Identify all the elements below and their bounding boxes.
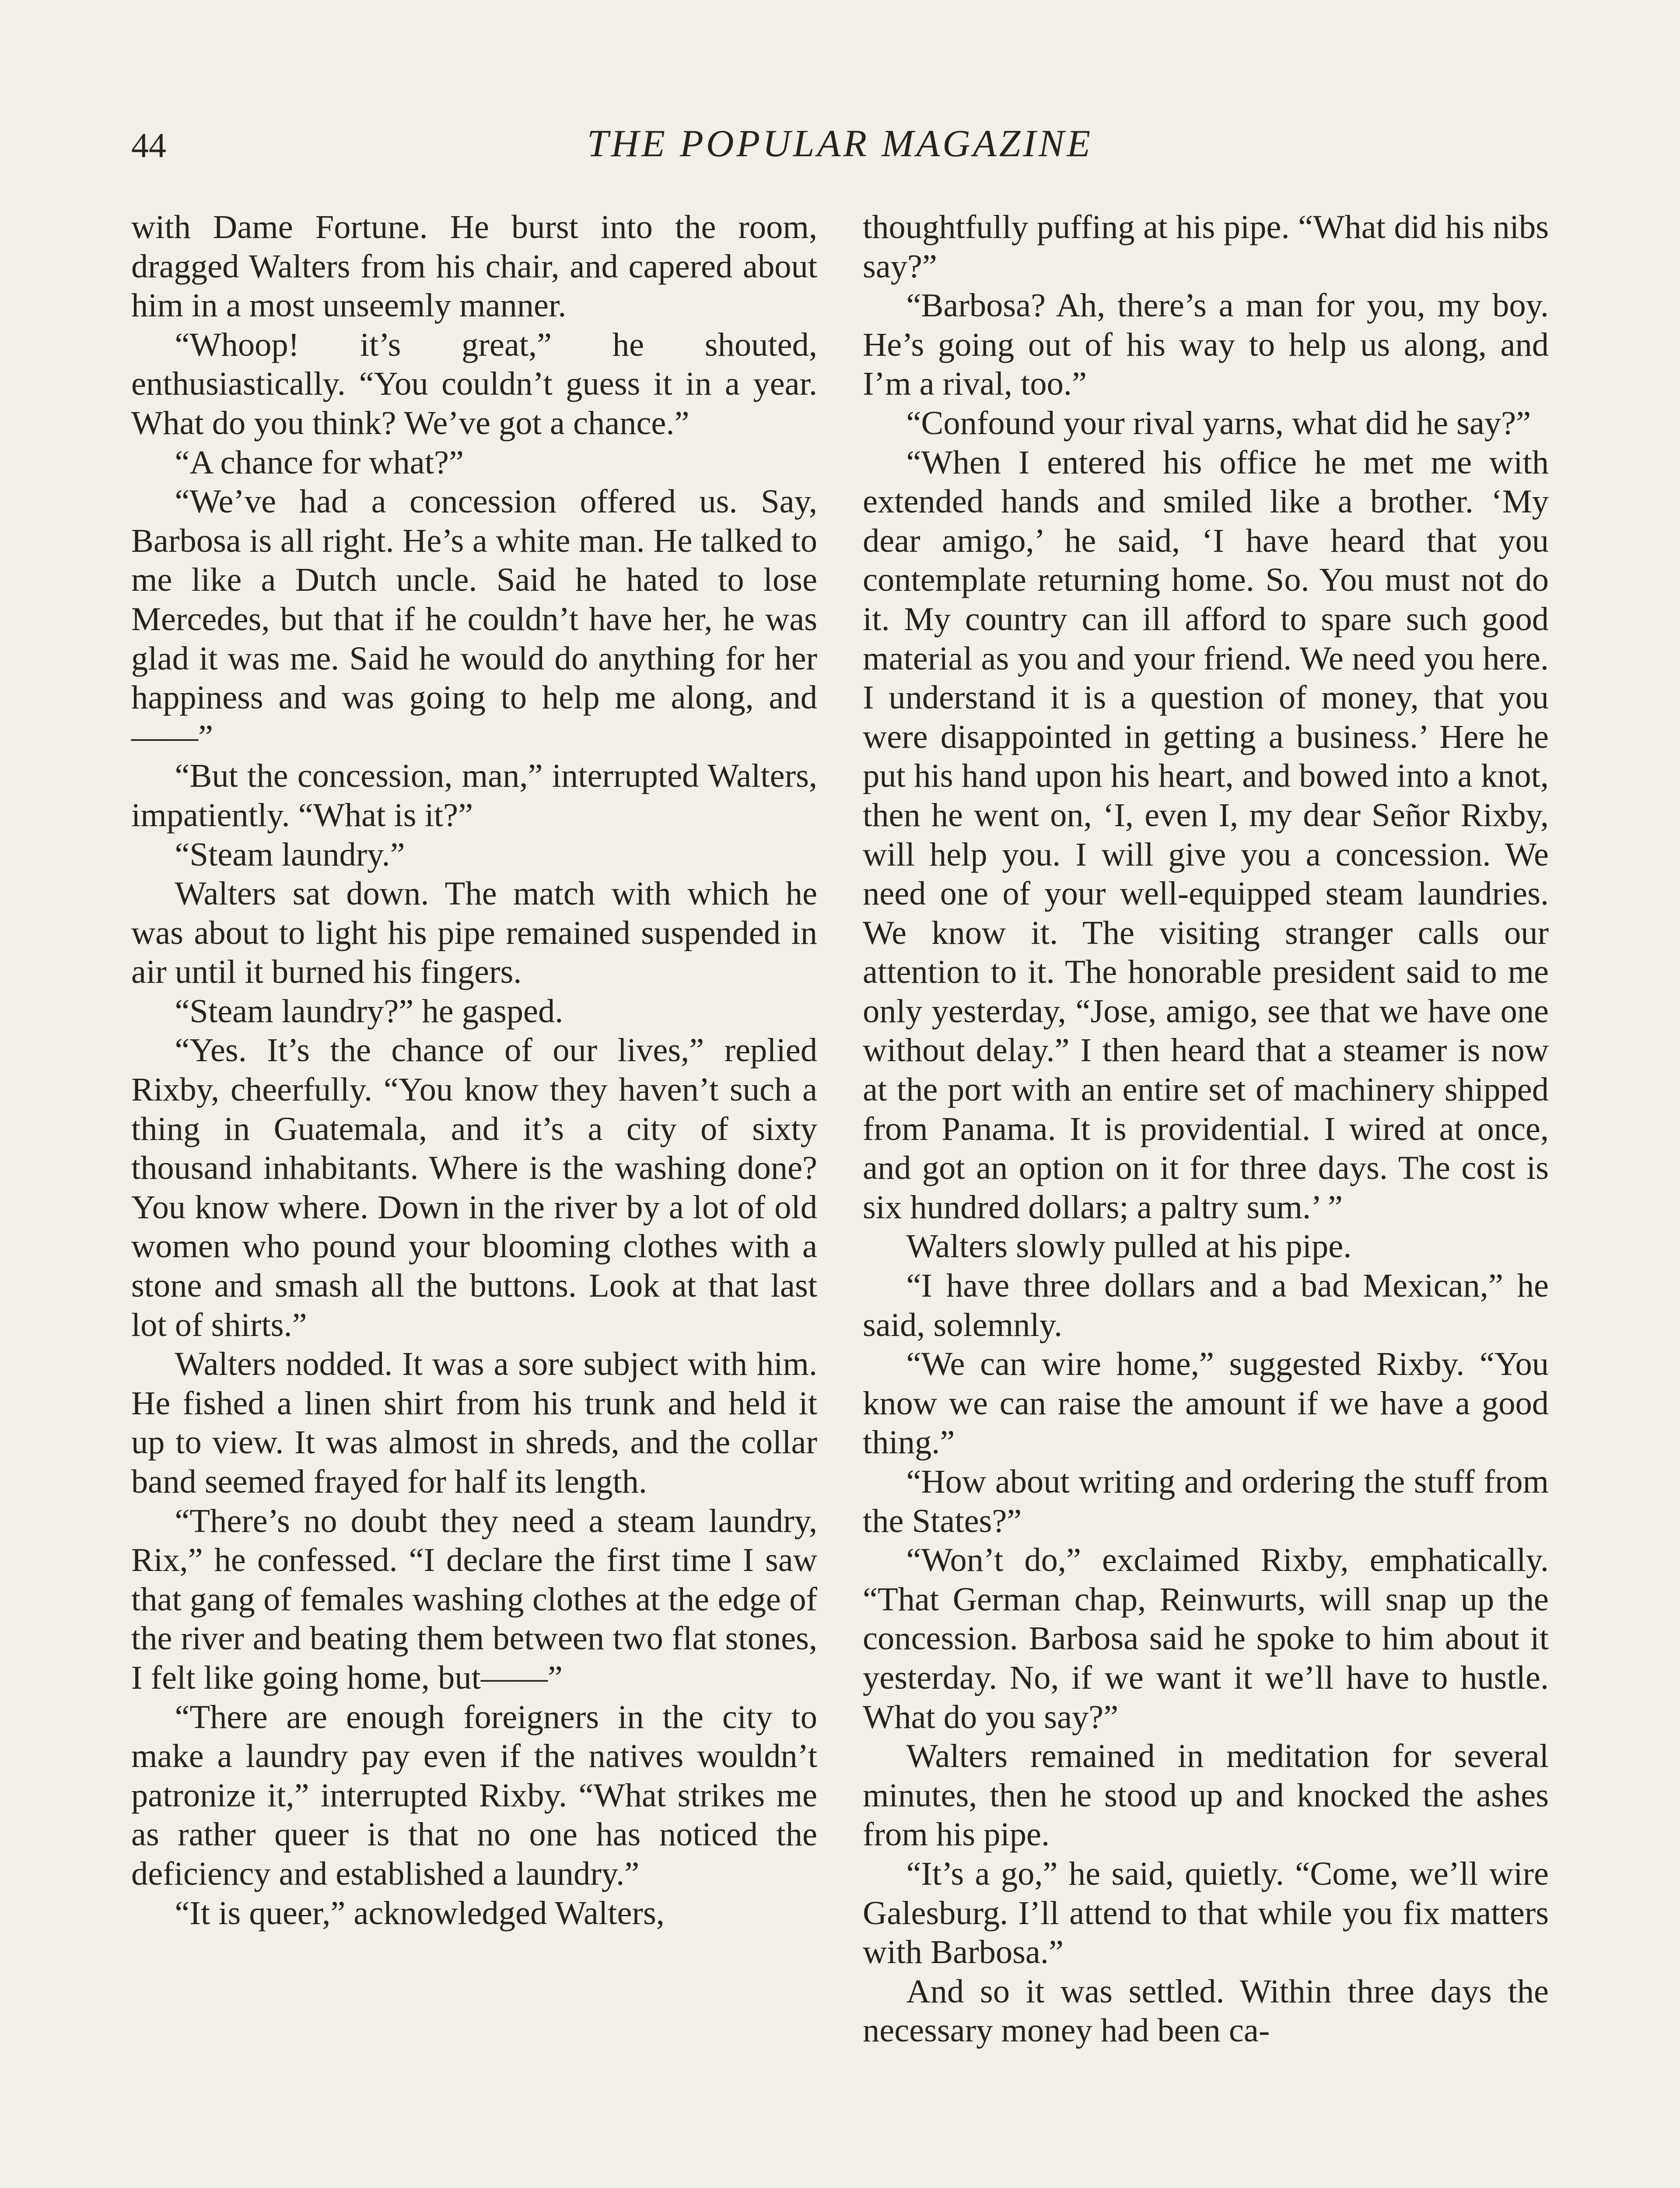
paragraph: “But the concession, man,” interrupted Walters, impatiently. “What is it?” <box>131 757 817 834</box>
paragraph: “We’ve had a concession offered us. Say, Barbosa is all right. He’s a white man. He talked to me like a Dutch uncle. Said he hated to lose Mercedes, but that if he couldn’t have her, he was glad it was me. Said he would do anything for her happiness and was going to help me along, and——” <box>131 483 817 755</box>
running-title: THE POPULAR MAGAZINE <box>587 123 1093 165</box>
left-column <box>131 207 817 1932</box>
paragraph: “There’s no doubt they need a steam laundry, Rix,” he confessed. “I declare the first time I saw that gang of females washing clothes at the edge of the river and beating them between two flat stones, I felt like going home, but——” <box>131 1502 817 1696</box>
paragraph: Walters sat down. The match with which he was about to light his pipe remained suspended in air until it burned his fingers. <box>131 875 817 991</box>
paragraph: “A chance for what?” <box>175 443 464 481</box>
paragraph: “There are enough foreigners in the city to make a laundry pay even if the natives wouldn’t patronize it,” interrupted Rixby. “What strikes me as rather queer is that no one has noticed the deficiency and established a laundry.” <box>131 1698 817 1892</box>
paragraph: Walters slowly pulled at his pipe. <box>906 1227 1352 1265</box>
paragraph: thoughtfully puffing at his pipe. “What did his nibs say?” <box>863 208 1549 285</box>
paragraph: “Whoop! it’s great,” he shouted, enthusiastically. “You couldn’t guess it in a year. What do you think? We’ve got a chance.” <box>131 326 817 442</box>
paragraph: “Yes. It’s the chance of our lives,” replied Rixby, cheerfully. “You know they haven’t such a thing in Guatemala, and it’s a city of sixty thousand inhabitants. Where is the washing done? You know where. Down in the river by a lot of old women who pound your blooming clothes with a stone and smash all the buttons. Look at that last lot of shirts.” <box>131 1031 817 1343</box>
paragraph: “Steam laundry.” <box>175 835 405 873</box>
paragraph: “I have three dollars and a bad Mexican,” he said, solemnly. <box>863 1267 1549 1343</box>
paragraph: “We can wire home,” suggested Rixby. “You know we can raise the amount if we have a good thing.” <box>863 1345 1549 1461</box>
paragraph: “How about writing and ordering the stuff from the States?” <box>863 1463 1549 1539</box>
paragraph: “Barbosa? Ah, there’s a man for you, my boy. He’s going out of his way to help us along, and I’m a rival, too.” <box>863 287 1549 403</box>
paragraph: “Confound your rival yarns, what did he say?” <box>906 404 1531 442</box>
paragraph: And so it was settled. Within three days the necessary money had been ca- <box>863 1972 1549 2049</box>
paragraph: Walters remained in meditation for several minutes, then he stood up and knocked the ashes from his pipe. <box>863 1737 1549 1853</box>
page-number: 44 <box>131 126 166 165</box>
page-header <box>131 122 1549 174</box>
paragraph: “Won’t do,” exclaimed Rixby, emphatically. “That German chap, Reinwurts, will snap up the concession. Barbosa said he spoke to him about it yesterday. No, if we want it we’ll have to hustle. What do you say?” <box>863 1541 1549 1736</box>
paragraph: with Dame Fortune. He burst into the room, dragged Walters from his chair, and capered about him in a most unseemly manner. <box>131 208 817 324</box>
paragraph: “It is queer,” acknowledged Walters, <box>175 1894 665 1932</box>
paragraph: “When I entered his office he met me with extended hands and smiled like a brother. ‘My dear amigo,’ he said, ‘I have heard that you contemplate returning home. So. You must not do it. My country can ill afford to spare such good material as you and your friend. We need you here. I understand it is a question of money, that you were disappointed in getting a business.’ Here he put his hand upon his heart, and bowed into a knot, then he went on, ‘I, even I, my dear Señor Rixby, will help you. I will give you a concession. We need one of your well-equipped steam laundries. We know it. The visiting stranger calls our attention to it. The honorable president said to me only yesterday, “Jose, amigo, see that we have one without delay.” I then heard that a steamer is now at the port with an entire set of machinery shipped from Panama. It is providential. I wired at once, and got an option on it for three days. The cost is six hundred dollars; a paltry sum.’ ” <box>863 443 1549 1226</box>
paragraph: “Steam laundry?” he gasped. <box>175 992 564 1030</box>
right-column <box>863 207 1549 2050</box>
paragraph: “It’s a go,” he said, quietly. “Come, we’ll wire Galesburg. I’ll attend to that while you fix matters with Barbosa.” <box>863 1855 1549 1971</box>
paragraph: Walters nodded. It was a sore subject with him. He fished a linen shirt from his trunk and held it up to view. It was almost in shreds, and the collar band seemed frayed for half its length. <box>131 1345 817 1500</box>
